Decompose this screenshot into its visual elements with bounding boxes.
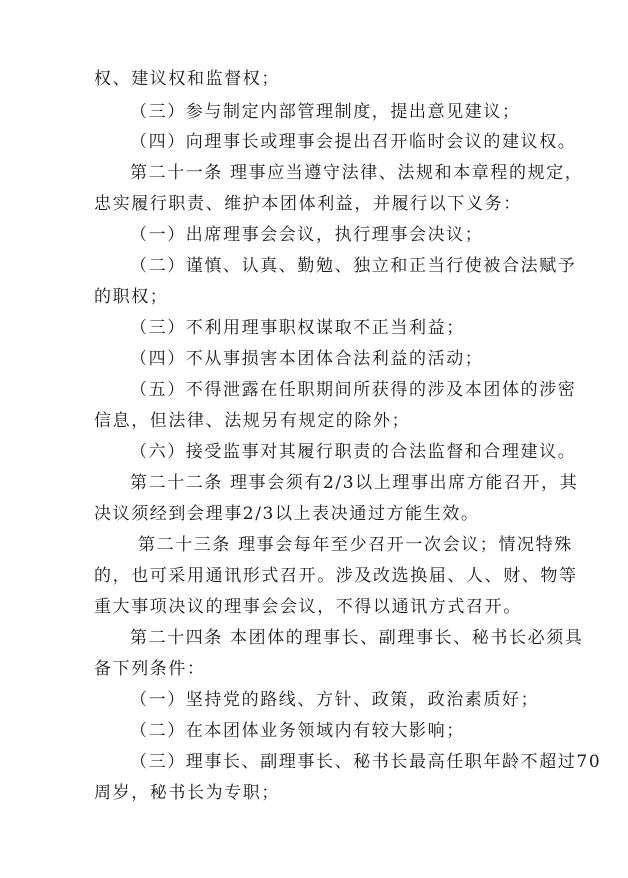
text-line: 忠实履行职责、维护本团体利益，并履行以下义务： bbox=[94, 194, 522, 214]
text-line: 信息，但法律、法规另有规定的除外； bbox=[94, 411, 411, 431]
text-line: 重大事项决议的理事会会议，不得以通讯方式召开。 bbox=[94, 597, 522, 617]
text-line: 第二十三条 理事会每年至少召开一次会议；情况特殊 bbox=[138, 535, 573, 555]
text-line: （二）在本团体业务领域内有较大影响； bbox=[130, 721, 465, 741]
text-line: （四）向理事长或理事会提出召开临时会议的建议权。 bbox=[130, 132, 577, 152]
text-line: 周岁，秘书长为专职； bbox=[94, 783, 280, 803]
text-line: 第二十二条 理事会须有2/3以上理事出席方能召开，其 bbox=[130, 473, 579, 493]
text-line: （二）谨慎、认真、勤勉、独立和正当行使被合法赋予 bbox=[130, 256, 577, 276]
text-line: （三）理事长、副理事长、秘书长最高任职年龄不超过70 bbox=[130, 752, 602, 772]
text-line: （一）坚持党的路线、方针、政策，政治素质好； bbox=[130, 690, 540, 710]
text-line: （六）接受监事对其履行职责的合法监督和合理建议。 bbox=[130, 442, 577, 462]
text-line: 权、建议权和监督权； bbox=[94, 69, 280, 89]
text-line: 的职权； bbox=[94, 287, 169, 307]
text-line: 第二十一条 理事应当遵守法律、法规和本章程的规定， bbox=[130, 163, 584, 183]
text-line: （三）不利用理事职权谋取不正当利益； bbox=[130, 318, 465, 338]
text-line: （三）参与制定内部管理制度，提出意见建议； bbox=[130, 102, 521, 122]
text-line: 的，也可采用通讯形式召开。涉及改选换届、人、财、物等 bbox=[94, 566, 578, 586]
text-line: （五）不得泄露在任职期间所获得的涉及本团体的涉密 bbox=[130, 380, 577, 400]
text-line: 决议须经到会理事2/3以上表决通过方能生效。 bbox=[94, 504, 480, 524]
text-line: （四）不从事损害本团体合法利益的活动； bbox=[130, 349, 484, 369]
text-line: 第二十四条 本团体的理事长、副理事长、秘书长必须具 bbox=[130, 628, 584, 648]
text-line: 备下列条件： bbox=[94, 659, 206, 679]
text-line: （一）出席理事会会议，执行理事会决议； bbox=[130, 225, 484, 245]
